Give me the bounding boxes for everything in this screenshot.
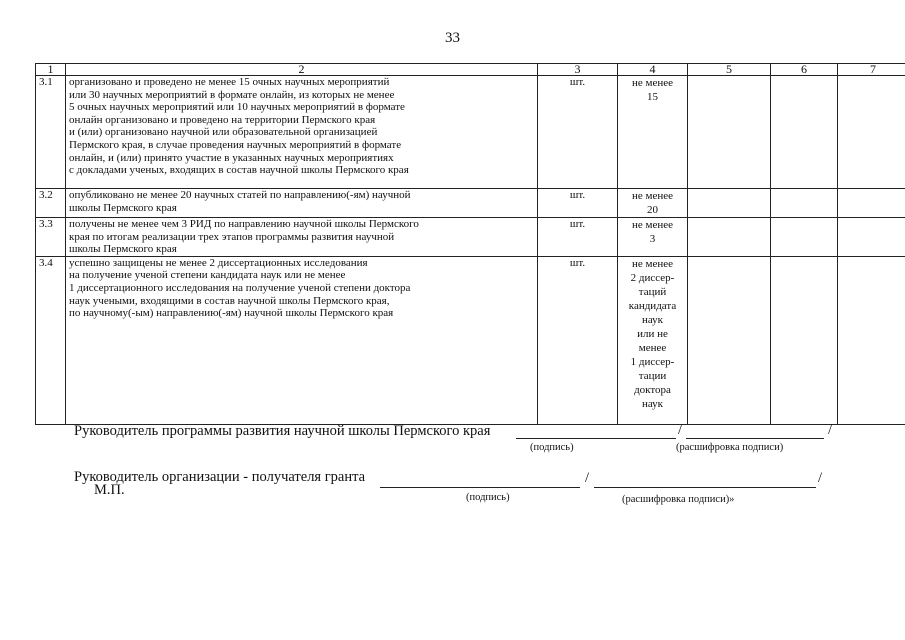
row-number: 3.2 [36,189,66,218]
row-unit: шт. [538,76,618,189]
indicators-table [35,63,905,425]
row-number: 3.4 [36,256,66,424]
value-line: не менее [631,77,673,89]
org-head-label: Руководитель организации - получателя гранта [74,469,366,485]
header-cell-5: 5 [688,64,771,76]
header-cell-6: 6 [771,64,838,76]
description-line: по научному(-ым) направлению(-ям) научной школы Пермского края [69,307,394,320]
description-line: получены не менее чем 3 РИД по направлению научной школы Пермского [69,218,419,230]
org-head-decoding-caption: (расшифровка подписи)» [622,494,735,505]
row-unit: шт. [538,218,618,257]
value-line: 2 диссер- [630,271,675,284]
header-cell-7: 7 [838,64,905,76]
row-unit: шт. [538,189,618,218]
row-cell-5 [688,218,771,257]
description-line: с докладами ученых, входящих в состав научной школы Пермского края [69,164,409,177]
row-description [66,218,538,257]
row-cell-5 [688,76,771,189]
row-cell-6 [771,76,838,189]
row-cell-6 [771,189,838,218]
program-head-signature-caption: (подпись) [530,442,574,453]
row-unit: шт. [538,256,618,424]
description-line: школы Пермского края [69,201,177,214]
row-value [618,189,688,218]
org-head-signature-caption: (подпись) [466,492,510,503]
row-number: 3.1 [36,76,66,189]
program-head-signature-line [516,426,676,439]
program-head-slash: / [678,422,683,438]
value-line: или не [637,327,668,340]
description-line: онлайн организовано и проведено на территории Пермского края [69,113,376,126]
table-header-row [36,64,905,76]
description-line: и (или) организовано научной или образовательной организацией [69,126,378,139]
description-line: 1 диссертационного исследования на получение ученой степени доктора [69,281,411,294]
value-line: менее [638,341,667,354]
row-cell-6 [771,256,838,424]
description-line: на получение ученой степени кандидата наук или не менее [69,269,346,282]
row-value [618,218,688,257]
program-head-decoding-line [686,426,824,439]
table-row [36,76,905,189]
value-line: кандидата [628,299,677,312]
value-line: не менее [631,190,673,202]
table-row [36,256,905,424]
description-line: Пермского края, в случае проведения научных мероприятий в формате [69,138,402,151]
row-value [618,76,688,189]
description-line: онлайн, и (или) принято участие в указанных научных мероприятиях [69,151,394,164]
row-description [66,76,538,189]
row-value [618,256,688,424]
value-line: 15 [647,91,658,103]
header-cell-3: 3 [538,64,618,76]
description-line: успешно защищены не менее 2 диссертационных исследования [69,256,368,269]
row-cell-7 [838,218,905,257]
value-line: не менее [631,219,673,231]
value-line: таций [638,285,667,298]
row-cell-5 [688,256,771,424]
stamp-placeholder: М.П. [94,482,125,498]
header-cell-2: 2 [66,64,538,76]
table-row [36,189,905,218]
program-head-label: Руководитель программы развития научной школы Пермского края [74,423,491,439]
value-line: 1 диссер- [630,355,675,368]
description-line: организовано и проведено не менее 15 очных научных мероприятий [69,76,390,88]
value-line: наук [641,397,664,410]
header-cell-1: 1 [36,64,66,76]
org-head-signature-line [380,475,580,488]
value-line: 3 [649,233,656,245]
table-row [36,218,905,257]
header-cell-4: 4 [618,64,688,76]
description-line: школы Пермского края [69,243,177,256]
description-line: опубликовано не менее 20 научных статей по направлению(-ям) научной [69,189,411,201]
value-line: тации [638,369,667,382]
row-cell-5 [688,189,771,218]
program-head-slash-end: / [828,422,833,438]
value-line: наук [641,313,664,326]
org-head-slash-end: / [818,470,823,486]
row-description [66,189,538,218]
description-line: края по итогам реализации трех этапов программы развития научной [69,230,395,243]
value-line: не менее [631,257,673,270]
row-cell-7 [838,256,905,424]
description-line: наук учеными, входящими в состав научной школы Пермского края, [69,294,390,307]
program-head-signature-row [74,423,490,440]
description-line: или 30 научных мероприятий в формате онлайн, из которых не менее [69,88,395,101]
row-cell-6 [771,218,838,257]
org-head-decoding-line [594,475,816,488]
org-head-slash: / [585,470,590,486]
value-line: 20 [647,204,658,216]
value-line: доктора [634,383,671,396]
row-description [66,256,538,424]
row-cell-7 [838,76,905,189]
page-number: 33 [445,30,460,46]
row-cell-7 [838,189,905,218]
row-number: 3.3 [36,218,66,257]
program-head-decoding-caption: (расшифровка подписи) [676,442,784,453]
description-line: 5 очных научных мероприятий или 10 научных мероприятий в формате [69,101,405,114]
